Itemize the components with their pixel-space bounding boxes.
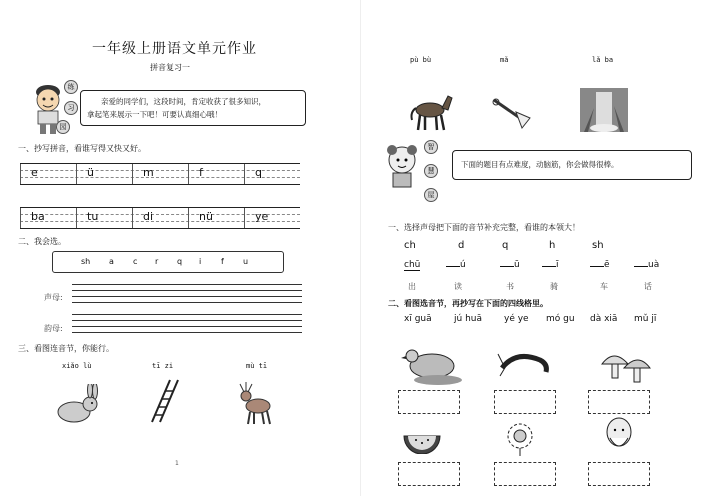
pinyin-letter: ba <box>31 210 45 223</box>
answer-box[interactable] <box>588 462 650 486</box>
hanzi: 话 <box>644 282 652 291</box>
syllable-label: mù tī <box>246 362 268 370</box>
syllable-label: tī zi <box>152 362 174 370</box>
mascot-badge: 屋 <box>424 188 438 202</box>
shrimp-illustration <box>496 346 552 382</box>
pinyin-grid-row <box>20 207 300 229</box>
watermelon-illustration <box>402 424 442 454</box>
writing-line[interactable] <box>72 326 302 327</box>
syllable-blank[interactable]: ī <box>542 260 559 270</box>
speech-line: 拿起笔来展示一下吧！可要认真细心哦！ <box>87 110 222 119</box>
speech-line: 亲爱的同学们，这段时间，肯定收获了很多知识， <box>101 97 266 106</box>
chrysanthemum-illustration <box>500 422 540 456</box>
label-shengmu: 声母: <box>44 293 63 302</box>
section-heading: 一、选择声母把下面的音节补充完整，看谁的本领大！ <box>388 223 580 232</box>
syllable-blank[interactable]: ē <box>590 260 610 270</box>
syllable-blank[interactable]: uà <box>634 260 659 270</box>
syllable-label: lǎ ba <box>592 56 614 64</box>
horse-illustration <box>408 90 454 132</box>
pinyin-option: mó gu <box>546 314 575 324</box>
answer-box[interactable] <box>588 390 650 414</box>
mascot-girl-illustration <box>378 140 426 196</box>
label-yunmu: 韵母: <box>44 324 63 333</box>
choice-item: sh <box>81 257 91 266</box>
hanzi: 骑 <box>550 282 558 291</box>
pinyin-option: dà xiā <box>590 314 618 324</box>
answer-box[interactable] <box>494 390 556 414</box>
mascot-badge: 园 <box>56 120 70 134</box>
answer-box[interactable] <box>398 390 460 414</box>
answer-box[interactable] <box>494 462 556 486</box>
challenge-bubble: 下面的题目有点难度，动脑筋，你会做得很棒。 <box>452 150 692 180</box>
pinyin-grid-row <box>20 163 300 185</box>
mascot-badge: 智 <box>424 140 438 154</box>
writing-line[interactable] <box>72 314 302 315</box>
mushroom-illustration <box>596 344 654 386</box>
pinyin-letter: e <box>31 166 38 179</box>
trumpet-illustration <box>490 96 534 130</box>
section-heading: 二、看图选音节，再抄写在下面的四线格里。 <box>388 299 548 308</box>
hanzi: 车 <box>600 282 608 291</box>
choice-item: r <box>155 257 159 266</box>
initial-option: sh <box>592 240 604 251</box>
pinyin-option: mǔ jī <box>634 314 657 324</box>
choice-item: f <box>221 257 224 266</box>
worksheet-title: 一年级上册语文单元作业 <box>92 41 257 57</box>
choice-item: u <box>243 257 249 266</box>
writing-line[interactable] <box>72 284 302 285</box>
initial-option: ch <box>404 240 416 251</box>
pinyin-letter: f <box>199 166 203 179</box>
pinyin-option: xī guā <box>404 314 432 324</box>
pinyin-option: jú huā <box>454 314 482 324</box>
writing-line[interactable] <box>72 302 302 303</box>
choice-item: q <box>177 257 183 266</box>
section-heading: 二、我会选。 <box>18 237 66 246</box>
hanzi: 出 <box>408 282 416 291</box>
pinyin-letter: di <box>143 210 154 223</box>
writing-line[interactable] <box>72 332 302 333</box>
choice-item: i <box>199 257 202 266</box>
choice-item: c <box>133 257 138 266</box>
initial-option: h <box>549 240 556 251</box>
hanzi: 书 <box>506 282 514 291</box>
pinyin-option: yé ye <box>504 314 529 324</box>
syllable-blank[interactable]: ū <box>500 260 520 270</box>
syllable-label: xiǎo lù <box>62 362 92 370</box>
page-number: 1 <box>175 460 179 467</box>
pinyin-letter: ü <box>87 166 94 179</box>
deer-illustration <box>232 378 276 426</box>
section-heading: 三、看图连音节，你能行。 <box>18 344 114 353</box>
writing-line[interactable] <box>72 296 302 297</box>
initial-option: q <box>502 240 509 251</box>
waterfall-illustration <box>580 88 628 132</box>
syllable-blank[interactable]: chū <box>404 260 421 270</box>
mascot-badge: 慧 <box>424 164 438 178</box>
page-divider <box>360 0 361 496</box>
pinyin-letter: nü <box>199 210 213 223</box>
choice-item: a <box>109 257 114 266</box>
writing-line[interactable] <box>72 320 302 321</box>
syllable-blank[interactable]: ú <box>446 260 466 270</box>
encouragement-bubble <box>80 90 306 126</box>
mascot-badge: 练 <box>64 80 78 94</box>
hanzi: 读 <box>454 282 462 291</box>
rabbit-illustration <box>52 384 104 424</box>
pinyin-letter: q <box>255 166 262 179</box>
pinyin-letter: m <box>143 166 154 179</box>
worksheet-subtitle: 拼音复习一 <box>150 63 190 72</box>
initial-option: d <box>458 240 465 251</box>
answer-box[interactable] <box>398 462 460 486</box>
pinyin-letter: ye <box>255 210 269 223</box>
mascot-badge: 习 <box>64 101 78 115</box>
choice-box <box>52 251 284 273</box>
section-heading: 一、抄写拼音，看谁写得又快又好。 <box>18 144 146 153</box>
hen-illustration <box>398 342 464 386</box>
grandpa-illustration <box>602 416 636 454</box>
pinyin-letter: tu <box>87 210 99 223</box>
syllable-label: pù bù <box>410 56 432 64</box>
syllable-label: mǎ <box>500 56 509 64</box>
writing-line[interactable] <box>72 290 302 291</box>
ladder-illustration <box>148 378 182 424</box>
